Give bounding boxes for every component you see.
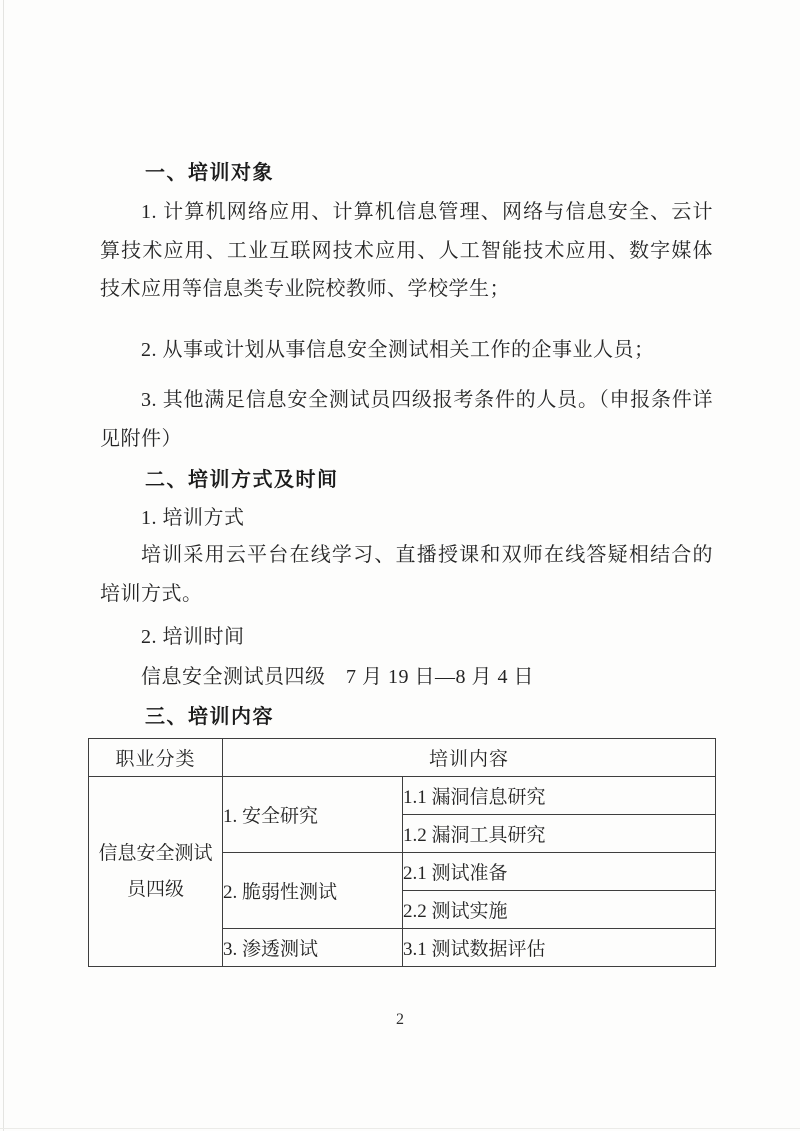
table-item-cell: 1.2 漏洞工具研究 (403, 815, 716, 853)
training-targets-paragraph-1: 1. 计算机网络应用、计算机信息管理、网络与信息安全、云计算技术应用、工业互联网技术应用、人工智能技术应用、数字媒体技术应用等信息类专业院校教师、学校学生； (100, 201, 713, 300)
table-row (89, 777, 716, 815)
training-method-subheading: 1. 培训方式 (141, 507, 245, 529)
section-3-heading: 三、培训内容 (145, 706, 274, 728)
table-item-cell: 2.1 测试准备 (403, 853, 716, 891)
table-module-cell-security-research: 1. 安全研究 (223, 777, 403, 853)
table-module-cell-penetration-testing: 3. 渗透测试 (223, 929, 403, 967)
scan-edge-bottom-line (0, 1128, 800, 1129)
table-module-cell-vulnerability-testing: 2. 脆弱性测试 (223, 853, 403, 929)
category-label: 信息安全测试员四级 (98, 842, 213, 900)
table-item-cell: 1.1 漏洞信息研究 (403, 777, 716, 815)
training-targets-paragraph-2: 2. 从事或计划从事信息安全测试相关工作的企事业人员； (141, 339, 655, 361)
scan-edge-left-line (3, 0, 4, 1131)
section-2-heading: 二、培训方式及时间 (145, 469, 339, 491)
table-header-row (89, 739, 716, 777)
table-header-occupation-category: 职业分类 (89, 739, 223, 777)
training-content-table-container (88, 738, 716, 967)
table-category-cell (89, 777, 223, 967)
table-item-cell: 2.2 测试实施 (403, 891, 716, 929)
table-item-cell: 3.1 测试数据评估 (403, 929, 716, 967)
training-schedule-line: 信息安全测试员四级 7 月 19 日—8 月 4 日 (141, 666, 534, 688)
training-time-subheading: 2. 培训时间 (141, 626, 245, 648)
table-header-training-content: 培训内容 (223, 739, 716, 777)
training-targets-paragraph-3: 3. 其他满足信息安全测试员四级报考条件的人员。（申报条件详见附件） (100, 389, 713, 450)
section-1-heading: 一、培训对象 (145, 162, 274, 184)
training-method-paragraph: 培训采用云平台在线学习、直播授课和双师在线答疑相结合的培训方式。 (100, 544, 713, 605)
page-number: 2 (396, 1011, 404, 1028)
training-content-table (88, 738, 716, 967)
